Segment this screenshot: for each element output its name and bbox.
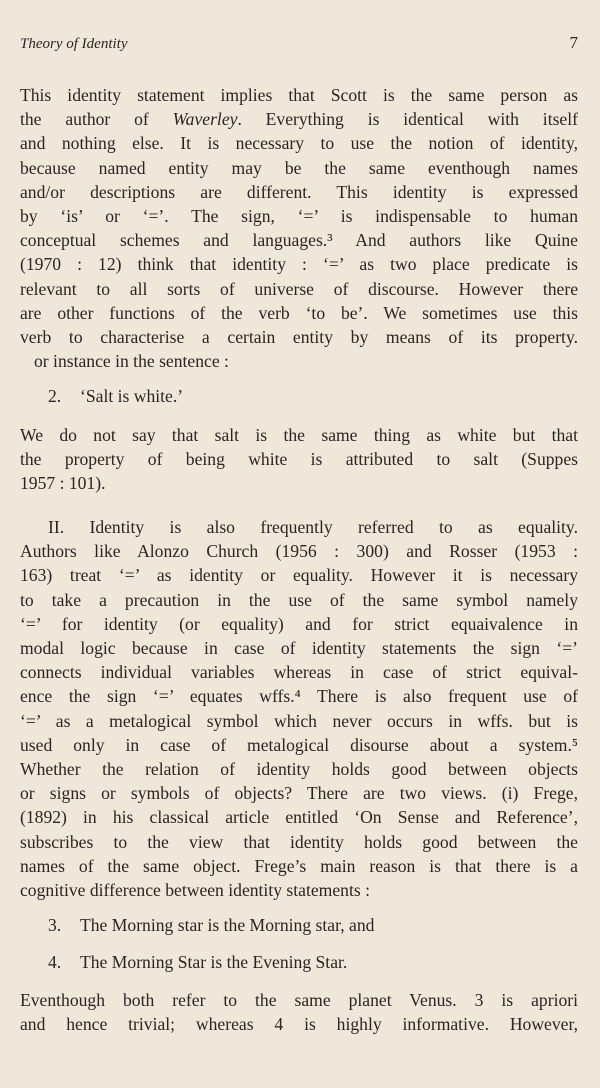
text-line: verb to characterise a certain entity by means of its property. (20, 327, 578, 348)
text-line: are other functions of the verb ‘to be’. We sometimes use this (20, 302, 578, 323)
text-line: connects individual variables whereas in case of strict equival- (20, 662, 578, 683)
text-line: (1970 : 12) think that identity : ‘=’ as two place predicate is (20, 254, 578, 275)
text-line: ‘=’ for identity (or equality) and for strict equaivalence in (20, 613, 578, 634)
example-number: 2. (48, 386, 62, 406)
text-line: subscribes to the view that identity holds good between the (20, 831, 578, 852)
text-line: and hence trivial; whereas 4 is highly informative. However, (20, 1014, 578, 1035)
text-line: Whether the relation of identity holds good between objects (20, 759, 578, 780)
example-number: 4. (48, 952, 62, 972)
text-line: or instance in the sentence : (34, 351, 229, 372)
text-line: conceptual schemes and languages.³ And authors like Quine (20, 230, 578, 251)
text-line: cognitive difference between identity statements : (20, 880, 370, 901)
text-line: ‘=’ as a metalogical symbol which never occurs in wffs. but is (20, 710, 578, 731)
text-line: We do not say that salt is the same thing as white but that (20, 425, 578, 445)
text-line: names of the same object. Frege’s main reason is that there is a (20, 855, 578, 876)
text-line: or signs or symbols of objects? There are two views. (i) Frege, (20, 783, 578, 804)
text-line: ence the sign ‘=’ equates wffs.⁴ There is also frequent use of (20, 686, 578, 707)
example-3 (48, 913, 374, 937)
text-line: (1892) in his classical article entitled ‘On Sense and Reference’, (20, 807, 578, 828)
text-line: the property of being white is attributed to salt (Suppes (20, 449, 578, 470)
text-line: II. Identity is also frequently referred to as equality. (48, 517, 578, 537)
text-line: Eventhough both refer to the same planet Venus. 3 is apriori (20, 990, 578, 1010)
example-number: 3. (48, 915, 62, 935)
text-line: because named entity may be the same eventhough names (20, 157, 578, 178)
page-number: 7 (569, 33, 578, 52)
text-line: modal logic because in case of identity statements the sign ‘=’ (20, 638, 578, 659)
text-line: used only in case of metalogical disourse about a system.⁵ (20, 734, 578, 755)
example-4 (48, 950, 347, 974)
example-text: The Morning star is the Morning star, and (80, 915, 375, 935)
text-line: to take a precaution in the use of the same symbol namely (20, 589, 578, 610)
text-line: 1957 : 101). (20, 473, 106, 494)
paragraph-4 (20, 988, 578, 1036)
text-line: and/or descriptions are different. This identity is expressed (20, 181, 578, 202)
example-text: ‘Salt is white.’ (80, 386, 184, 406)
example-text: The Morning Star is the Evening Star. (80, 952, 348, 972)
paragraph-3 (20, 515, 578, 902)
paragraph-2 (20, 423, 578, 496)
text-line: This identity statement implies that Scott is the same person as (20, 85, 578, 105)
paragraph-1 (20, 83, 578, 373)
text-line: Authors like Alonzo Church (1956 : 300) and Rosser (1953 : (20, 541, 578, 562)
text-line: relevant to all sorts of universe of discourse. However there (20, 278, 578, 299)
text-line: the author of Waverley. Everything is identical with itself (20, 109, 578, 130)
text-line: and nothing else. It is necessary to use the notion of identity, (20, 133, 578, 154)
text-line: 163) treat ‘=’ as identity or equality. However it is necessary (20, 565, 578, 586)
running-title: Theory of Identity (20, 36, 128, 52)
text-line: by ‘is’ or ‘=’. The sign, ‘=’ is indispensable to human (20, 206, 578, 227)
example-2 (48, 384, 183, 408)
